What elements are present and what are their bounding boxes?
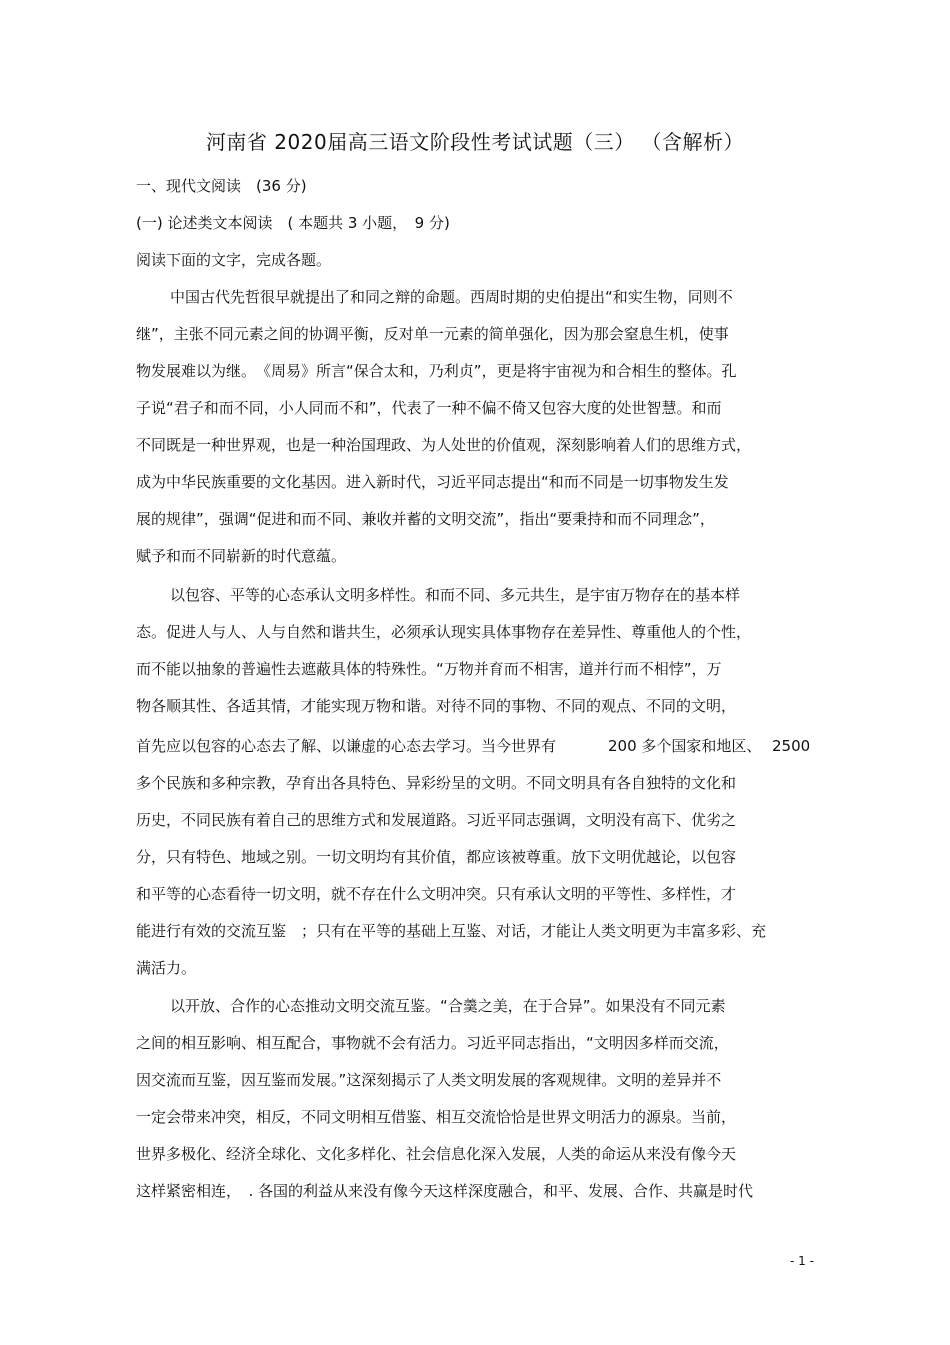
paragraph2-line: 能进行有效的交流互鉴 ；只有在平等的基础上互鉴、对话，才能让人类文明更为丰富多彩、充 [136,922,767,940]
paragraph1-line: 不同既是一种世界观，也是一种治国理政、为人处世的价值观，深刻影响着人们的思维方式， [136,436,752,454]
paragraph3-line: 这样紧密相连， . 各国的利益从来没有像今天这样深度融合，和平、发展、合作、共赢是时代 [136,1182,754,1200]
paragraph2-line-number: 200 多个国家和地区、 [608,737,762,755]
subsection-heading: (一) 论述类文本阅读 ( 本题共 3 小题， 9 分) [136,214,450,232]
paragraph3-line: 以开放、合作的心态推动文明交流互鉴。“合羹之美，在于合异”。如果没有不同元素 [170,997,726,1015]
paragraph2-line: 历史，不同民族有着自己的思维方式和发展道路。习近平同志强调，文明没有高下、优劣之 [136,811,737,829]
paragraph1-line: 中国古代先哲很早就提出了和同之辩的命题。西周时期的史伯提出“和实生物，同则不 [170,288,733,306]
paragraph3-line: 一定会带来冲突，相反，不同文明相互借鉴、相互交流恰恰是世界文明活力的源泉。当前， [136,1108,737,1126]
section-heading: 一、现代文阅读 (36 分) [136,177,307,195]
paragraph1-line: 赋予和而不同崭新的时代意蕴。 [136,547,347,565]
paragraph2-line: 以包容、平等的心态承认文明多样性。和而不同、多元共生，是宇宙万物存在的基本样 [170,586,741,604]
paragraph2-line: 物各顺其性、各适其情，才能实现万物和谐。对待不同的事物、不同的观点、不同的文明， [136,697,737,715]
page-number: - 1 - [790,1254,814,1268]
paragraph2-line: 多个民族和多种宗教，孕育出各具特色、异彩纷呈的文明。不同文明具有各自独特的文化和 [136,774,737,792]
paragraph3-line: 之间的相互影响、相互配合，事物就不会有活力。习近平同志指出，“文明因多样而交流， [136,1034,729,1052]
paragraph1-line: 子说“君子和而不同，小人同而不和”，代表了一种不偏不倚又包容大度的处世智慧。和而 [136,399,722,417]
paragraph2-line: 满活力。 [136,959,197,977]
paragraph2-line: 分，只有特色、地域之别。一切文明均有其价值，都应该被尊重。放下文明优越论，以包容 [136,848,737,866]
paragraph2-line: 态。促进人与人、人与自然和谐共生，必须承认现实具体事物存在差异性、尊重他人的个性， [136,623,752,641]
page-title: 河南省 2020届高三语文阶段性考试试题（三） （含解析） [205,130,745,154]
paragraph1-line: 继”，主张不同元素之间的协调平衡，反对单一元素的简单强化，因为那会窒息生机，使事 [136,325,729,343]
paragraph2-line: 和平等的心态看待一切文明，就不存在什么文明冲突。只有承认文明的平等性、多样性，才 [136,885,737,903]
instruction-text: 阅读下面的文字，完成各题。 [136,251,332,269]
paragraph2-line: 而不能以抽象的普遍性去遮蔽具体的特殊性。“万物并育而不相害，道并行而不相悖”，万 [136,660,722,678]
paragraph2-line-number: 2500 [772,737,811,755]
paragraph1-line: 物发展难以为继。 《周易》所言“保合太和，乃利贞”，更是将宇宙视为和合相生的整体。孔 [136,362,737,380]
paragraph1-line: 展的规律”，强调“促进和而不同、兼收并蓄的文明交流”，指出“要秉持和而不同理念”， [136,510,715,528]
paragraph2-line: 首先应以包容的心态去了解、以谦虚的心态去学习。当今世界有 [136,737,557,755]
paragraph3-line: 因交流而互鉴，因互鉴而发展。”这深刻揭示了人类文明发展的客观规律。文明的差异并不 [136,1071,722,1089]
paragraph1-line: 成为中华民族重要的文化基因。进入新时代，习近平同志提出“和而不同是一切事物发生发 [136,473,729,491]
paragraph3-line: 世界多极化、经济全球化、文化多样化、社会信息化深入发展，人类的命运从来没有像今天 [136,1145,737,1163]
